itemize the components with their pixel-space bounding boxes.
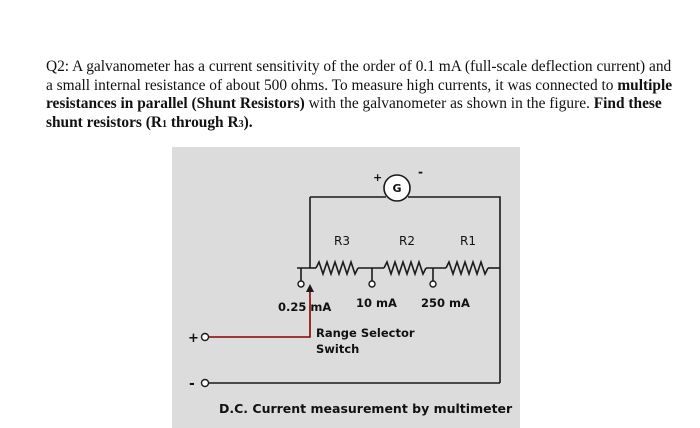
resistor-r2-zigzag <box>384 262 426 274</box>
r3-label: R3 <box>334 234 350 248</box>
terminal-250ma <box>430 281 436 287</box>
terminal-10ma <box>369 281 375 287</box>
terminal-plus-label: + <box>188 331 199 346</box>
r2-label: R2 <box>399 234 415 248</box>
galvanometer-minus: - <box>418 165 423 179</box>
r1-label: R1 <box>460 234 476 248</box>
selector-arrow-icon <box>306 284 314 292</box>
figure-caption: D.C. Current measurement by multimeter <box>219 401 513 416</box>
selector-label-line2: Switch <box>316 342 360 356</box>
wire-top-right <box>408 197 500 268</box>
terminal-plus <box>202 334 209 341</box>
terminal-minus <box>202 380 209 387</box>
galvanometer-plus: + <box>373 171 383 184</box>
tap-1 <box>297 268 310 281</box>
range-label-0-25ma: 0.25 mA <box>278 300 332 314</box>
resistor-r1-zigzag <box>446 262 488 274</box>
selector-label-line1: Range Selector <box>316 326 415 340</box>
terminal-minus-label: - <box>189 376 195 392</box>
galvanometer-label: G <box>392 182 402 195</box>
resistor-r3-zigzag <box>316 262 358 274</box>
range-label-250ma: 250 mA <box>421 296 470 310</box>
terminal-0-25ma <box>298 281 304 287</box>
question-bold-shunt: multiple resistances in parallel (Shunt Resistors) <box>46 76 673 113</box>
question-bold-find: Find these shunt resistors (R1 through R3). <box>46 95 662 131</box>
question-prefix: Q2: A galvanometer has a current sensitivity of the order of 0.1 mA (full-scale deflection current) and a small internal resistance of about 500 ohms. To measure high currents, it was connected to <box>46 58 672 94</box>
question-mid: with the galvanometer as shown in the figure. <box>304 95 594 113</box>
range-label-10ma: 10 mA <box>356 296 397 310</box>
